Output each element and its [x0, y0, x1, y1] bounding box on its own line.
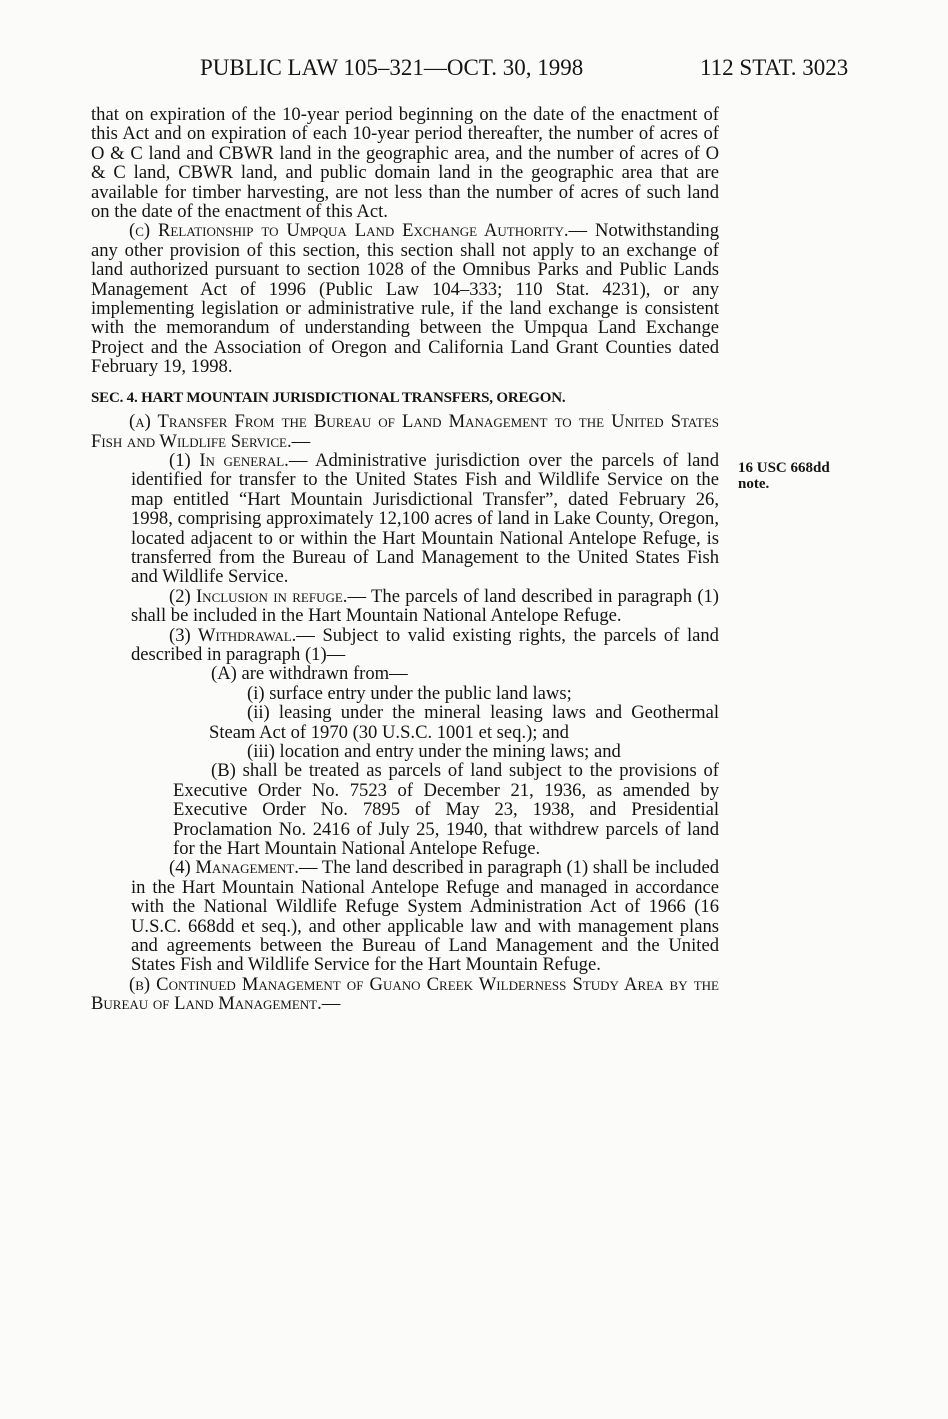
- page-header: [0, 55, 948, 89]
- clause-i: (i) surface entry under the public land laws;: [247, 682, 572, 704]
- paragraph-a4-body: The land described in paragraph (1) shall be included in the Hart Mountain National Antelope Refuge and managed in accordance with the National Wildlife Refuge System Administration Act of 1966 (16 U.S.C. 668dd et seq.), and other applicable law and with management plans and agreements between the Bureau of Land Management and the United States Fish and Wildlife Service for the Hart Mountain Refuge.: [131, 857, 720, 976]
- paragraph-a3-body: Subject to valid existing rights, the parcels of land described in paragraph (1)—: [131, 624, 719, 665]
- subsection-c-body: Notwithstanding any other provision of this section, this section shall not apply to an exchange of land authorized pursuant to section 1028 of the Omnibus Parks and Public Lands Management Act of 1996 (Public Law 104–333; 110 Stat. 4231), or any implementing legislation or administrative rule, if the land exchange is consistent with the memorandum of understanding between the Umpqua Land Exchange Project and the Association of Oregon and California Land Grant Counties dated February 19, 1998.: [91, 220, 719, 378]
- law-citation: PUBLIC LAW 105–321—OCT. 30, 1998: [200, 55, 584, 80]
- subsection-c-heading: (c) Relationship to Umpqua Land Exchange Authority.—: [129, 220, 588, 242]
- clause-A: (A) are withdrawn from—: [211, 663, 408, 685]
- section-4-heading: SEC. 4. HART MOUNTAIN JURISDICTIONAL TRANSFERS, OREGON.: [91, 389, 566, 406]
- document-body: [91, 105, 719, 1014]
- paragraph-a3-heading: (3) Withdrawal.—: [169, 624, 315, 646]
- paragraph-a2-heading: (2) Inclusion in refuge.—: [169, 585, 367, 607]
- paragraph-a4: [91, 858, 719, 974]
- statute-page: 112 STAT. 3023: [700, 55, 849, 80]
- subsection-c: [91, 221, 719, 376]
- clause-iii: (iii) location and entry under the mining laws; and: [247, 741, 621, 762]
- subsection-a-heading: (a) Transfer From the Bureau of Land Management to the United States Fish and Wildlife Service.—: [91, 411, 719, 452]
- clause-B: (B) shall be treated as parcels of land subject to the provisions of Executive Order No. 7523 of December 21, 1936, as amended by Executive Order No. 7895 of May 23, 1938, and Presidential Proclamation No. 2416 of July 25, 1940, that withdrew parcels of land for the Hart Mountain National Antelope Refuge.: [173, 760, 719, 860]
- clause-ii: (ii) leasing under the mineral leasing laws and Geothermal Steam Act of 1970 (30 U.S.C. 1001 et seq.); and: [209, 702, 719, 743]
- paragraph-a1: [91, 451, 719, 587]
- paragraph-a3: [91, 626, 719, 665]
- paragraph-a2-body: The parcels of land described in paragraph (1) shall be included in the Hart Mountain National Antelope Refuge.: [131, 585, 720, 627]
- paragraph-continuation: that on expiration of the 10-year period beginning on the date of the enactment of this Act and on expiration of each 10-year period thereafter, the number of acres of O & C land and CBWR land in the geographic area, and the number of acres of O & C land, CBWR land, and public domain land in the geographic area that are available for timber harvesting, are not less than the number of acres of such land on the date of the enactment of this Act.: [91, 104, 719, 223]
- margin-note: 16 USC 668dd note.: [738, 460, 830, 492]
- paragraph-a1-heading: (1) In general.—: [169, 449, 308, 471]
- paragraph-a1-body: Administrative jurisdiction over the parcels of land identified for transfer to the United States Fish and Wildlife Service on the map entitled “Hart Mountain Jurisdictional Transfer”, dated February 26, 1998, comprising approximately 12,100 acres of land in Lake County, Oregon, located adjacent to or within the Hart Mountain National Antelope Refuge, is transferred from the Bureau of Land Management to the United States Fish and Wildlife Service.: [131, 449, 719, 588]
- paragraph-a4-heading: (4) Management.—: [169, 857, 318, 879]
- subsection-b-heading: (b) Continued Management of Guano Creek Wilderness Study Area by the Bureau of Land Management.—: [91, 973, 719, 1015]
- paragraph-a2: [91, 587, 719, 626]
